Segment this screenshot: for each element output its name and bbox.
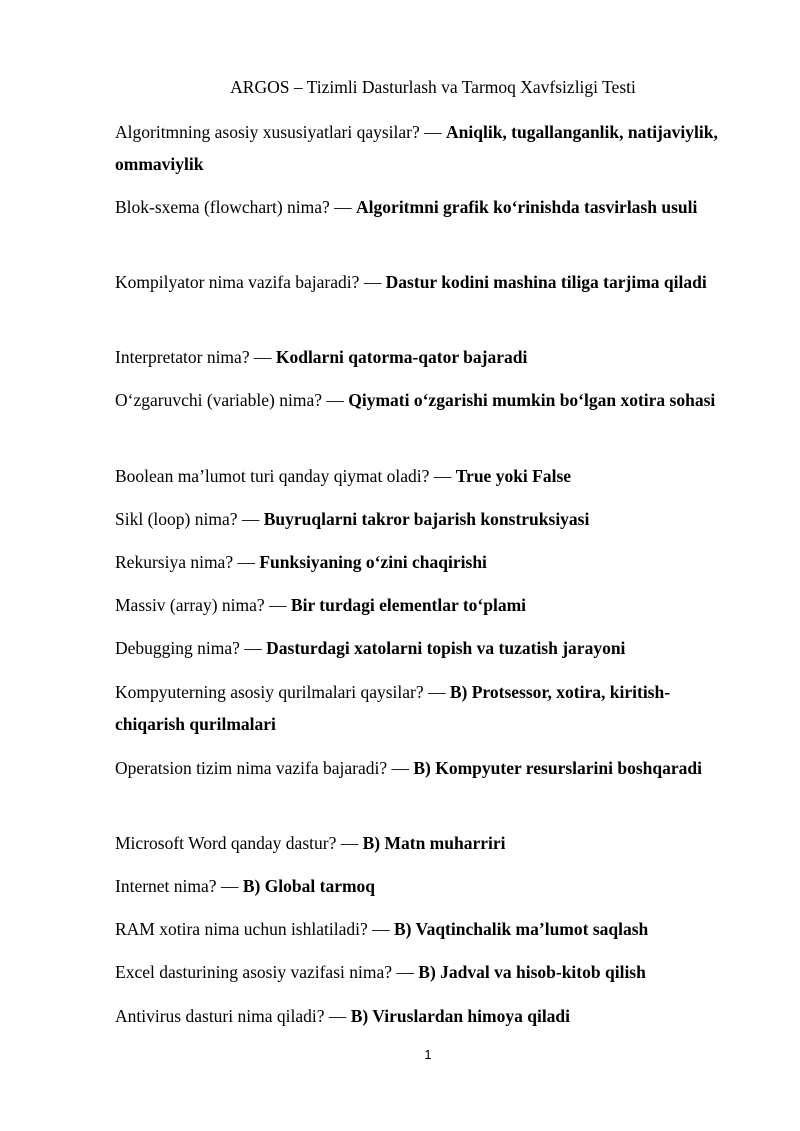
question-text: Kompyuterning asosiy qurilmalari qaysilar? — — [115, 682, 450, 702]
question-text: Internet nima? — — [115, 876, 243, 896]
question-text: Massiv (array) nima? — — [115, 595, 291, 615]
qa-item-10 — [115, 632, 727, 664]
question-text: Debugging nima? — — [115, 638, 267, 658]
answer-text: B) Matn muharriri — [362, 833, 506, 853]
question-text: Rekursiya nima? — — [115, 552, 260, 572]
qa-item-9 — [115, 589, 727, 621]
answer-text: True yoki False — [455, 466, 572, 486]
answer-text: Funksiyaning o‘zini chaqirishi — [259, 552, 487, 572]
question-text: Sikl (loop) nima? — — [115, 509, 264, 529]
qa-item-3 — [115, 266, 727, 298]
answer-text: Qiymati o‘zgarishi mumkin bo‘lgan xotira sohasi — [348, 390, 716, 410]
qa-item-1 — [115, 116, 727, 180]
document-title: ARGOS – Tizimli Dasturlash va Tarmoq Xavfsizligi Testi — [230, 77, 636, 97]
question-text: Kompilyator nima vazifa bajaradi? — — [115, 272, 386, 292]
answer-text: B) Protsessor, xotira, kiritish-chiqarish qurilmalari — [115, 682, 671, 734]
answer-text: B) Jadval va hisob-kitob qilish — [418, 962, 646, 982]
qa-item-14 — [115, 870, 727, 902]
qa-item-11 — [115, 676, 727, 740]
answer-text: Bir turdagi elementlar to‘plami — [290, 595, 527, 615]
answer-text: Aniqlik, tugallanganlik, natijaviylik, ommaviylik — [115, 122, 718, 174]
page-number: 1 — [424, 1047, 432, 1062]
qa-item-12 — [115, 752, 727, 784]
qa-item-16 — [115, 956, 727, 988]
question-text: Blok-sxema (flowchart) nima? — — [115, 197, 357, 217]
answer-text: B) Vaqtinchalik ma’lumot saqlash — [393, 919, 649, 939]
answer-text: B) Global tarmoq — [242, 876, 376, 896]
question-text: Excel dasturining asosiy vazifasi nima? — — [115, 962, 419, 982]
question-text: Boolean ma’lumot turi qanday qiymat oladi? — — [115, 466, 456, 486]
qa-item-6 — [115, 460, 727, 492]
question-text: Microsoft Word qanday dastur? — — [115, 833, 363, 853]
qa-item-5 — [115, 384, 727, 416]
qa-item-15 — [115, 913, 727, 945]
qa-item-7 — [115, 503, 727, 535]
answer-text: Dasturdagi xatolarni topish va tuzatish jarayoni — [266, 638, 626, 658]
question-text: Operatsion tizim nima vazifa bajaradi? — — [115, 758, 414, 778]
answer-text: Dastur kodini mashina tiliga tarjima qiladi — [385, 272, 707, 292]
question-text: Interpretator nima? — — [115, 347, 276, 367]
question-text: Antivirus dasturi nima qiladi? — — [115, 1006, 351, 1026]
qa-item-2 — [115, 191, 727, 223]
qa-item-4 — [115, 341, 727, 373]
question-text: Algoritmning asosiy xususiyatlari qaysilar? — — [115, 122, 446, 142]
answer-text: B) Viruslardan himoya qiladi — [350, 1006, 571, 1026]
question-text: RAM xotira nima uchun ishlatiladi? — — [115, 919, 394, 939]
answer-text: Kodlarni qatorma-qator bajaradi — [275, 347, 528, 367]
qa-item-17 — [115, 1000, 727, 1032]
answer-text: Buyruqlarni takror bajarish konstruksiyasi — [263, 509, 590, 529]
qa-item-13 — [115, 827, 727, 859]
question-text: O‘zgaruvchi (variable) nima? — — [115, 390, 349, 410]
qa-item-8 — [115, 546, 727, 578]
answer-text: Algoritmni grafik ko‘rinishda tasvirlash usuli — [356, 197, 698, 217]
answer-text: B) Kompyuter resurslarini boshqaradi — [413, 758, 702, 778]
